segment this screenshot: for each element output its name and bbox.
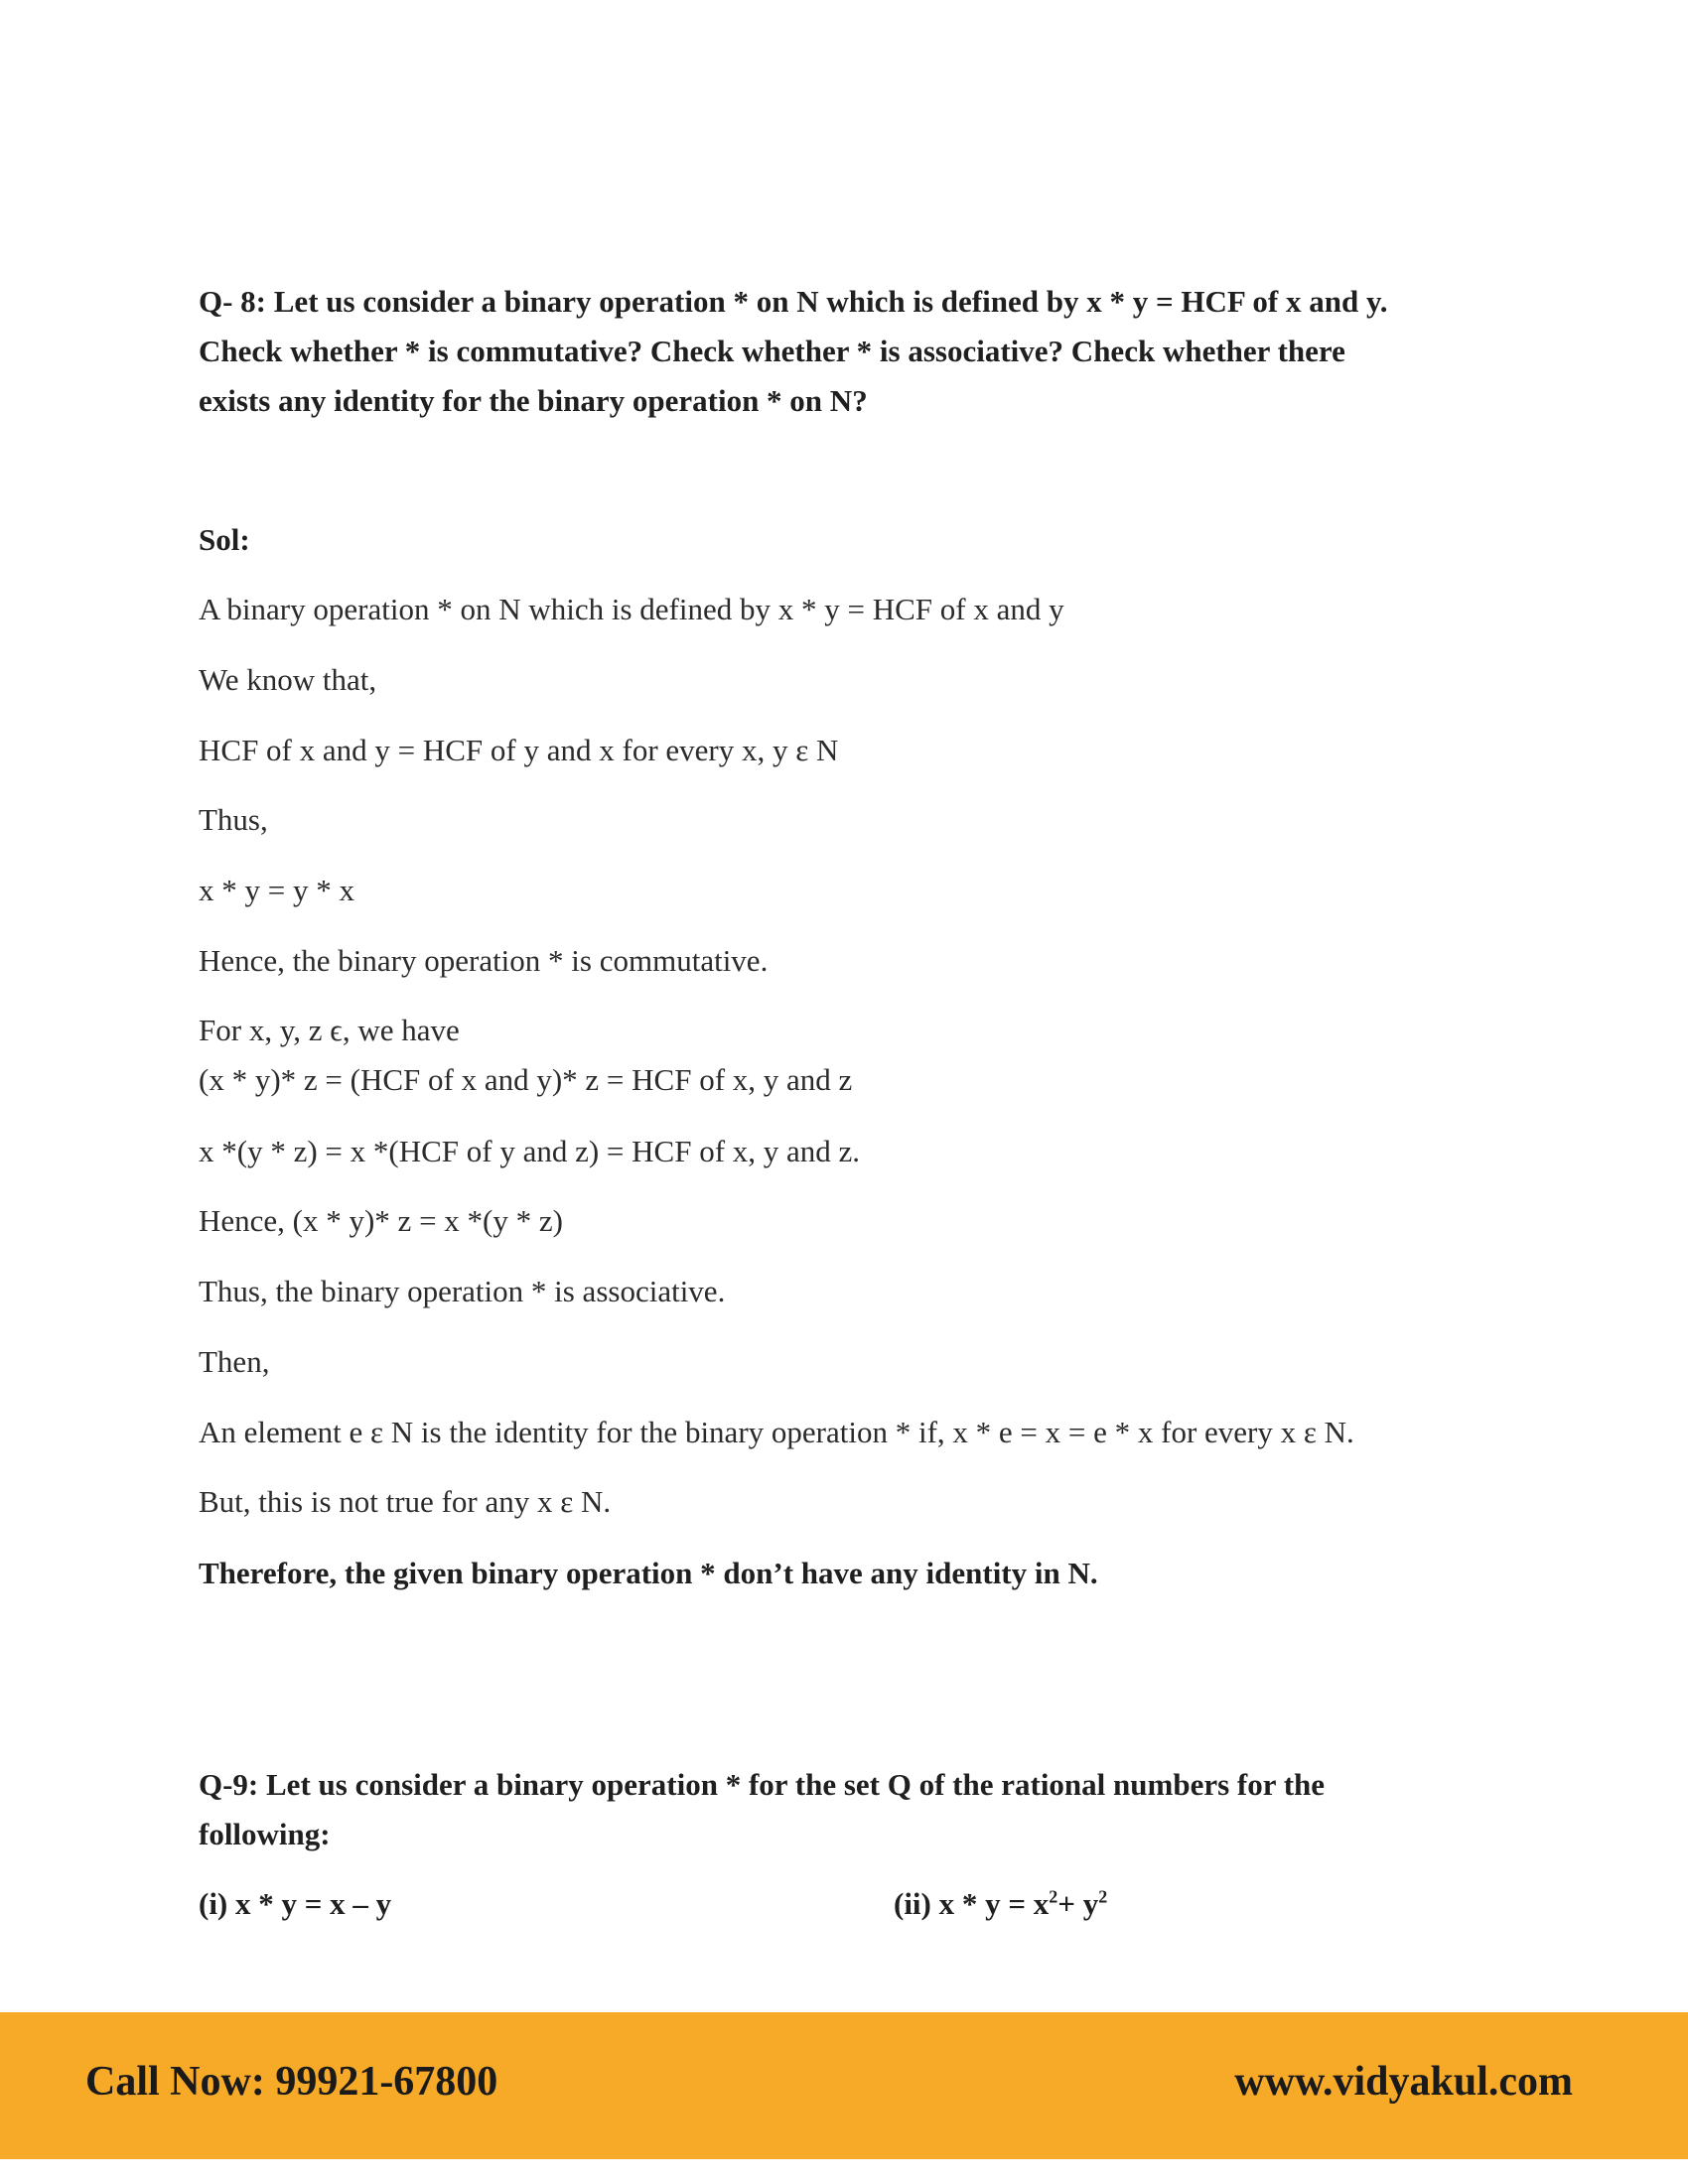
q9-part-ii-exponent-1: 2 xyxy=(1049,1886,1058,1907)
solution-line: An element e ε N is the identity for the binary operation * if, x * e = x = e * x for every x ε N. xyxy=(199,1415,1354,1449)
q8-line-3: exists any identity for the binary operation * on N? xyxy=(199,383,868,418)
solution-line: Thus, the binary operation * is associative. xyxy=(199,1274,726,1308)
solution-line: x * y = y * x xyxy=(199,873,354,907)
solution-heading: Sol: xyxy=(199,522,250,557)
q8-line-2: Check whether * is commutative? Check whether * is associative? Check whether there xyxy=(199,334,1345,368)
solution-line: Hence, (x * y)* z = x *(y * z) xyxy=(199,1203,563,1238)
q9-part-ii-prefix: (ii) x * y = x xyxy=(894,1886,1050,1921)
solution-conclusion: Therefore, the given binary operation * don’t have any identity in N. xyxy=(199,1556,1098,1590)
website-link[interactable]: www.vidyakul.com xyxy=(1234,2059,1573,2105)
solution-line: x *(y * z) = x *(HCF of y and z) = HCF of x, y and z. xyxy=(199,1134,861,1168)
solution-line: HCF of x and y = HCF of y and x for every x, y ε N xyxy=(199,733,839,767)
solution-line: For x, y, z ϵ, we have xyxy=(199,1013,460,1047)
q9-part-ii-exponent-2: 2 xyxy=(1098,1886,1108,1907)
q9-part-ii xyxy=(894,1884,1107,1924)
solution-line: A binary operation * on N which is defined by x * y = HCF of x and y xyxy=(199,592,1064,626)
solution-line: Thus, xyxy=(199,802,268,837)
solution-line: We know that, xyxy=(199,662,377,697)
solution-line: (x * y)* z = (HCF of x and y)* z = HCF of x, y and z xyxy=(199,1062,853,1097)
q9-line-1: Q-9: Let us consider a binary operation * for the set Q of the rational numbers for the xyxy=(199,1767,1326,1802)
solution-line: Hence, the binary operation * is commutative. xyxy=(199,943,769,978)
solution-line: But, this is not true for any x ε N. xyxy=(199,1484,612,1519)
q8-line-1: Q- 8: Let us consider a binary operation * on N which is defined by x * y = HCF of x and y. xyxy=(199,284,1388,319)
q9-part-i: (i) x * y = x – y xyxy=(199,1886,392,1921)
solution-line: Then, xyxy=(199,1344,270,1379)
q9-line-2: following: xyxy=(199,1817,331,1851)
call-now-text: Call Now: 99921-67800 xyxy=(85,2059,498,2105)
footer-banner xyxy=(0,2012,1688,2159)
q9-part-ii-middle: + y xyxy=(1057,1886,1099,1921)
